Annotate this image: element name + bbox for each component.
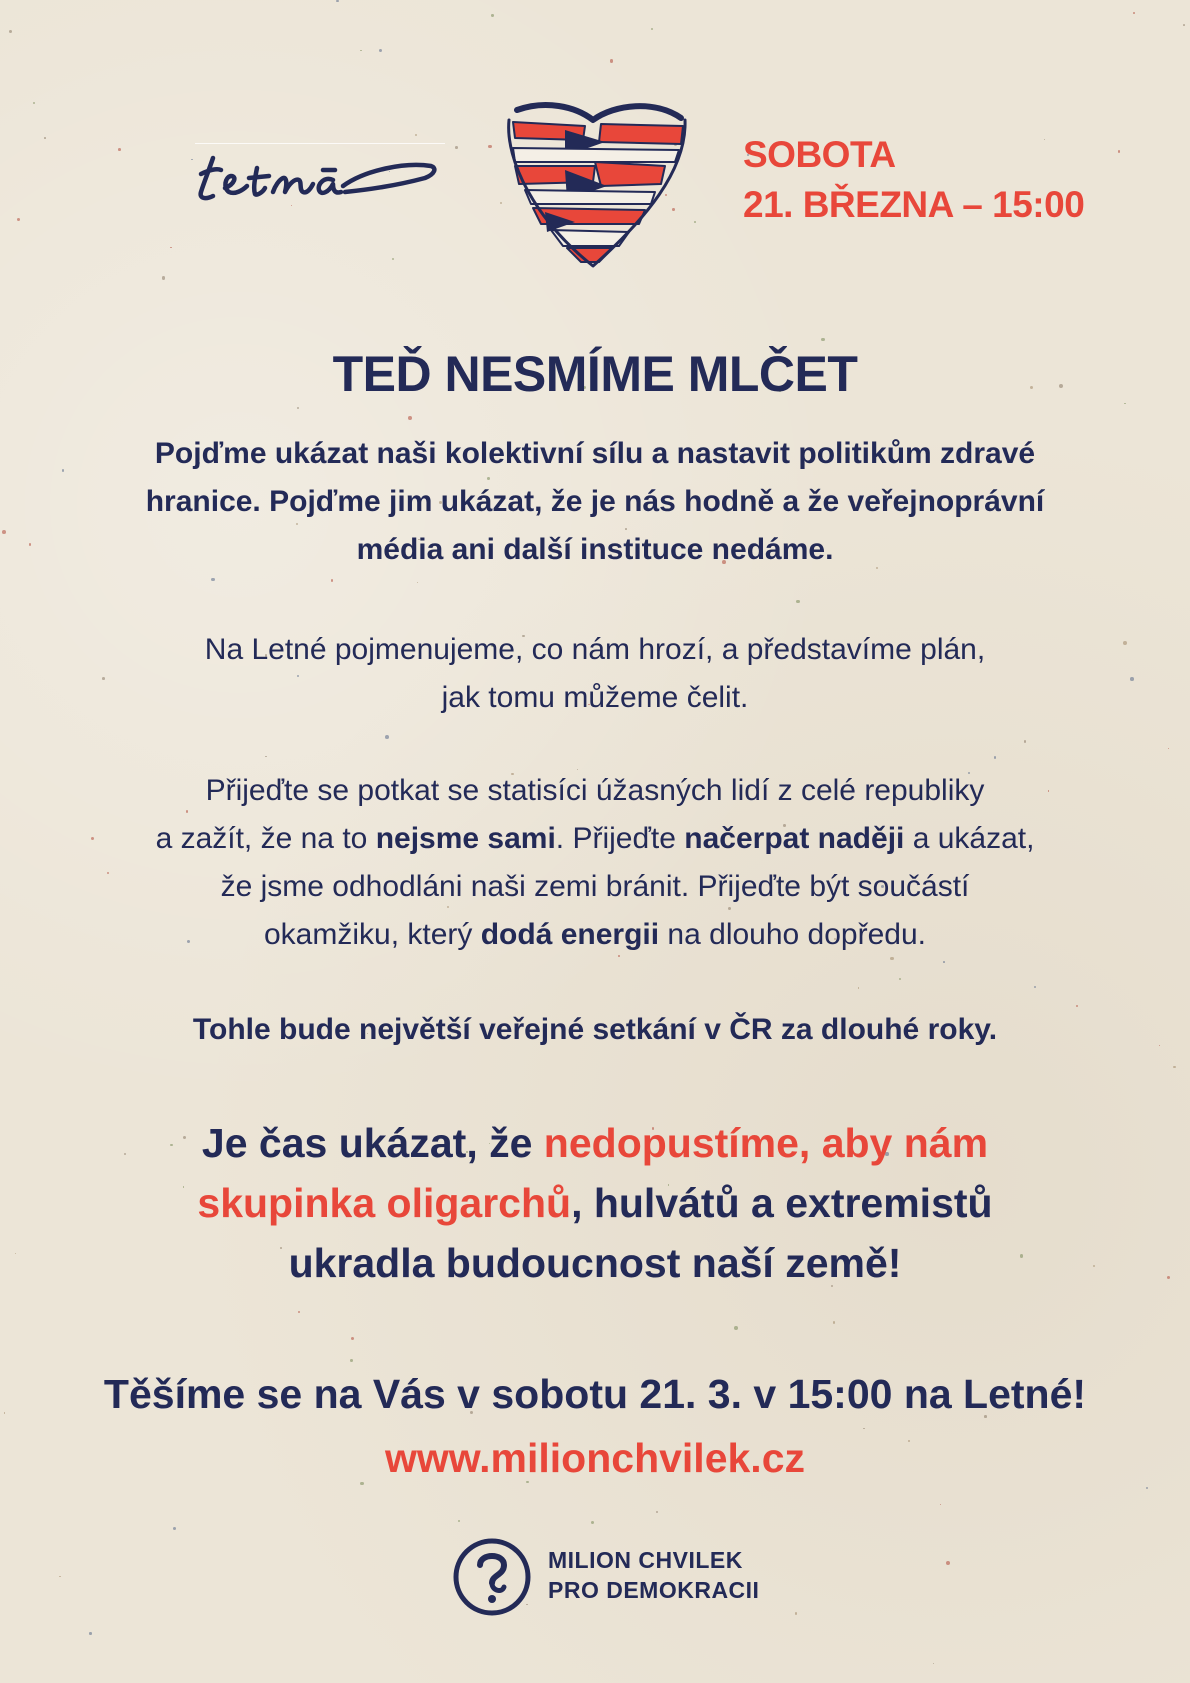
event-date [743, 130, 1084, 230]
paper-speck [1130, 677, 1134, 681]
paper-speck [458, 1520, 460, 1522]
paper-speck [62, 469, 64, 471]
closing-invitation: Těšíme se na Vás v sobotu 21. 3. v 15:00 na Letné! [103, 1371, 1087, 1417]
invite-emphasis: dodá energii [480, 918, 660, 951]
letna-logo [195, 140, 445, 220]
cta-highlight: nedopustíme, aby nám [543, 1120, 989, 1166]
invite-emphasis: nejsme sami [375, 822, 556, 855]
milion-chvilek-logo-icon [452, 1537, 532, 1617]
invite-text: okamžiku, který [264, 918, 481, 951]
website-link[interactable]: www.milionchvilek.cz [385, 1435, 805, 1481]
paper-speck [331, 579, 334, 582]
biggest-meeting-statement: Tohle bude největší veřejné setkání v ČR za dlouhé roky. [192, 1013, 998, 1046]
paper-speck [833, 1321, 835, 1323]
invite-text: a ukázat, [904, 822, 1035, 855]
cta-line-2 [60, 1173, 1130, 1233]
invite-emphasis: načerpat naději [684, 822, 905, 855]
intro-line-1: Pojďme ukázat naši kolektivní sílu a nastavit politikům zdravé [154, 437, 1036, 470]
paper-speck [211, 578, 214, 581]
paper-speck [408, 416, 412, 420]
cta-line-1 [60, 1113, 1130, 1173]
paper-speck [656, 1511, 658, 1513]
invite-line-4 [75, 911, 1115, 959]
page-title: TEĎ NESMÍME MLČET [332, 346, 858, 402]
call-to-action [60, 1113, 1130, 1293]
cta-line-3: ukradla budoucnost naší země! [288, 1240, 902, 1286]
intro-line-2: hranice. Pojďme jim ukázat, že je nás hodně a že veřejnoprávní [145, 485, 1045, 518]
milion-chvilek-logo-text [548, 1545, 759, 1605]
paper-speck [2, 530, 6, 534]
paper-speck [265, 756, 266, 757]
event-date-time: 21. BŘEZNA – 15:00 [743, 184, 1085, 225]
plan-line-2: jak tomu můžeme čelit. [441, 681, 749, 714]
org-name-line-2: PRO DEMOKRACII [548, 1577, 760, 1603]
paper-speck [943, 961, 945, 963]
plan-line-1: Na Letné pojmenujeme, co nám hrozí, a představíme plán, [204, 633, 986, 666]
invite-line-2 [75, 815, 1115, 863]
cta-highlight: skupinka oligarchů [197, 1180, 572, 1226]
event-day: SOBOTA [743, 134, 896, 175]
invite-paragraph [75, 767, 1115, 959]
paper-speck [994, 756, 996, 758]
paper-speck [29, 543, 32, 546]
intro-line-3: média ani další instituce nedáme. [356, 533, 834, 566]
invite-text: na dlouho dopředu. [659, 918, 926, 951]
paper-speck [821, 338, 824, 341]
paper-speck [795, 1612, 797, 1614]
org-name-line-1: MILION CHVILEK [548, 1547, 743, 1573]
invite-text: a zažít, že na to [155, 822, 376, 855]
invite-line-3: že jsme odhodláni naši zemi bránit. Přijeďte být součástí [220, 870, 970, 903]
paper-speck [4, 1412, 6, 1414]
paper-speck [734, 1326, 738, 1330]
cta-text: , hulvátů a extremistů [571, 1180, 993, 1226]
paper-speck [350, 1359, 353, 1362]
paper-speck [89, 1632, 91, 1634]
plan-paragraph [75, 626, 1115, 722]
cta-text: Je čas ukázat, že [201, 1120, 544, 1166]
paper-speck [591, 1521, 594, 1524]
intro-paragraph [75, 430, 1115, 574]
paper-speck [1024, 740, 1026, 742]
invite-text: . Přijeďte [555, 822, 685, 855]
heart-flag-logo [505, 100, 690, 268]
invite-line-1: Přijeďte se potkat se statisíci úžasných lidí z celé republiky [205, 774, 985, 807]
header [0, 0, 1190, 300]
